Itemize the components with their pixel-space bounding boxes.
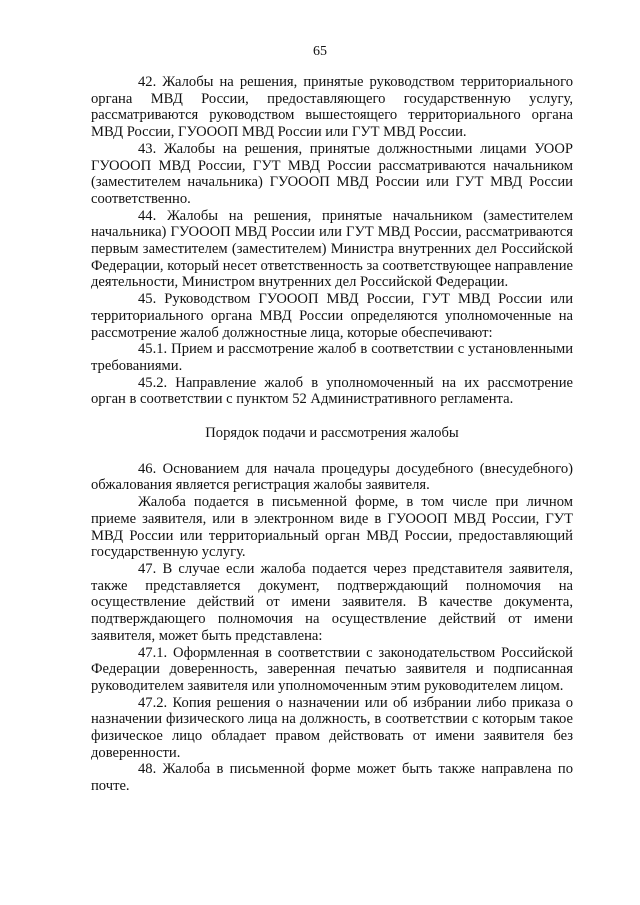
paragraph-43: 43. Жалобы на решения, принятые должностными лицами УООР ГУОООП МВД России, ГУТ МВД России рассматриваются начальником (заместителем начальника) ГУОООП МВД России или ГУТ МВД России соответственно. — [91, 140, 573, 207]
paragraph-47-2: 47.2. Копия решения о назначении или об избрании либо приказа о назначении физического лица на должность, в соответствии с которым такое физическое лицо обладает правом действовать от имени заявителя без доверенности. — [91, 694, 573, 761]
paragraph-44: 44. Жалобы на решения, принятые начальником (заместителем начальника) ГУОООП МВД России или ГУТ МВД России, рассматриваются первым заместителем (заместителем) Министра внутренних дел Российской Федерации, который несет ответственность за соответствующее направление деятельности, Министром внутренних дел Российской Федерации. — [91, 207, 573, 291]
paragraph-42: 42. Жалобы на решения, принятые руководством территориального органа МВД России, предоставляющего государственную услугу, рассматриваются руководством вышестоящего территориального органа МВД России, ГУОООП МВД России или ГУТ МВД России. — [91, 74, 573, 141]
paragraph-complaint-form: Жалоба подается в письменной форме, в том числе при личном приеме заявителя, или в электронном виде в ГУОООП МВД России, ГУТ МВД России или территориальный орган МВД России, предоставляющий государственную услугу. — [91, 494, 573, 561]
paragraph-45-2: 45.2. Направление жалоб в уполномоченный на их рассмотрение орган в соответствии с пунктом 52 Административного регламента. — [91, 374, 573, 408]
paragraph-47: 47. В случае если жалоба подается через представителя заявителя, также представляется документ, подтверждающий полномочия на осуществление действий от имени заявителя. В качестве документа, подтверждающего полномочия на осуществление действий от имени заявителя, может быть представлена: — [91, 560, 573, 644]
paragraph-47-1: 47.1. Оформленная в соответствии с законодательством Российской Федерации доверенность, заверенная печатью заявителя и подписанная руководителем заявителя или уполномоченным этим руководителем лицом. — [91, 644, 573, 694]
document-body — [91, 74, 573, 795]
paragraph-45-1: 45.1. Прием и рассмотрение жалоб в соответствии с установленными требованиями. — [91, 341, 573, 374]
paragraph-45: 45. Руководством ГУОООП МВД России, ГУТ МВД России или территориального органа МВД России определяются уполномоченные на рассмотрение жалоб должностные лица, которые обеспечивают: — [91, 291, 573, 341]
paragraph-48: 48. Жалоба в письменной форме может быть также направлена по почте. — [91, 761, 573, 795]
section-heading: Порядок подачи и рассмотрения жалобы — [205, 425, 459, 442]
page-number: 65 — [313, 44, 327, 59]
paragraph-46: 46. Основанием для начала процедуры досудебного (внесудебного) обжалования является регистрация жалобы заявителя. — [91, 460, 573, 494]
